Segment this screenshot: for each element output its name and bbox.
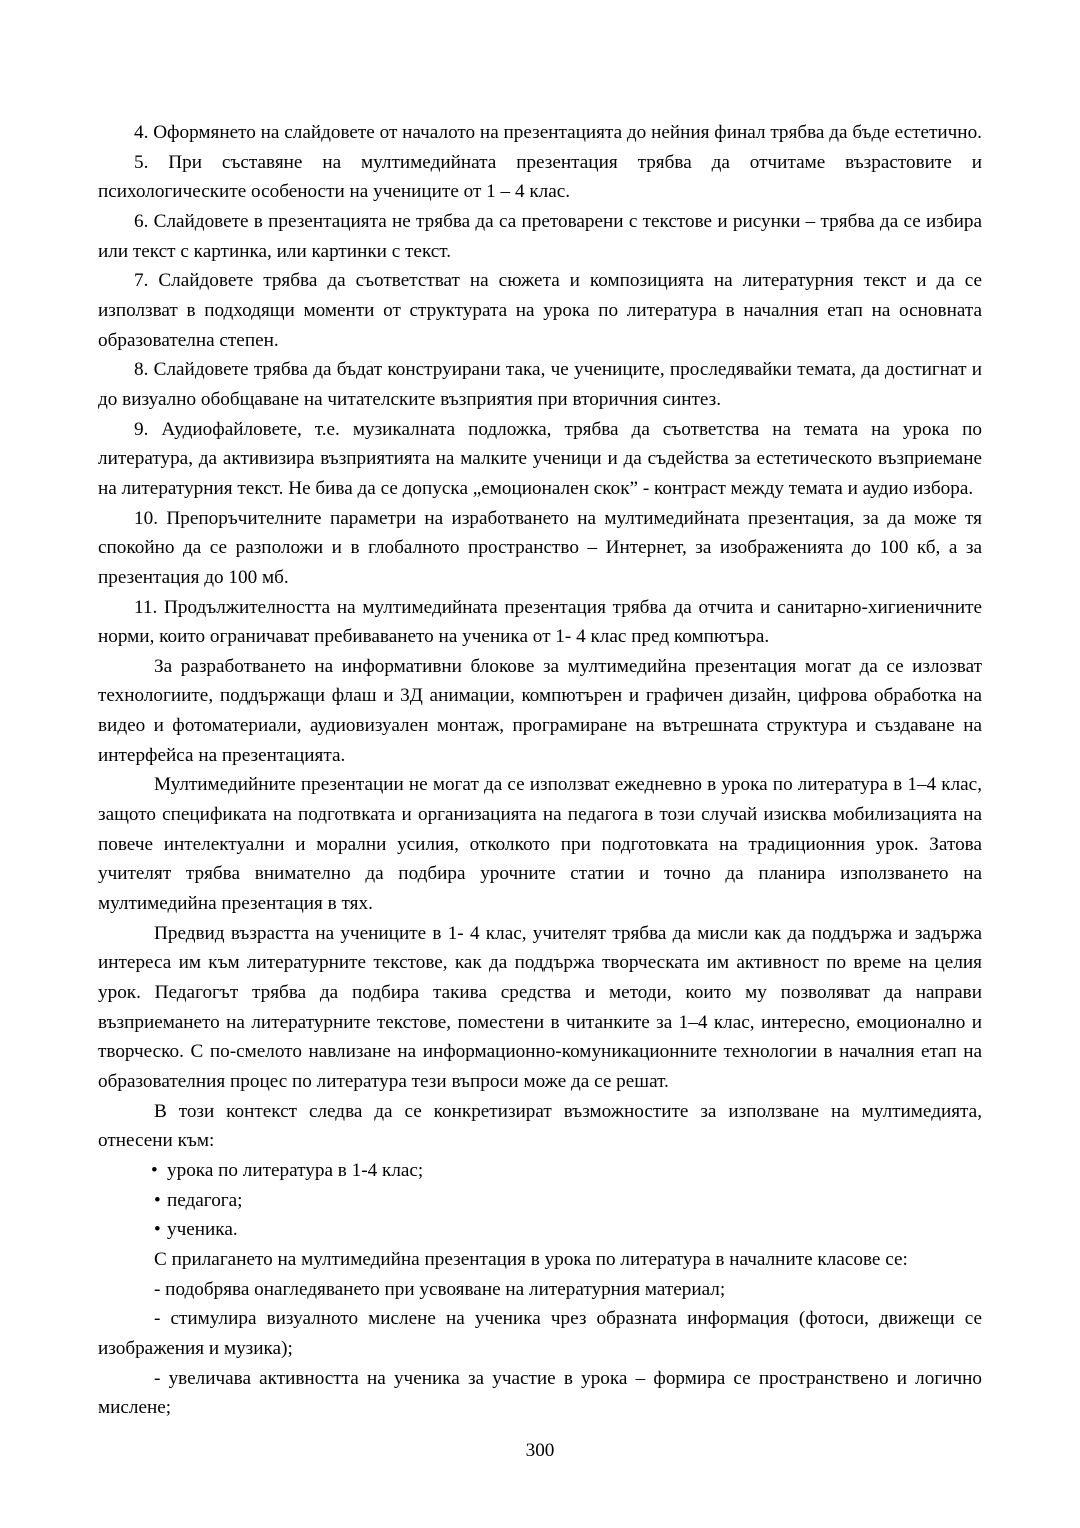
list-item-label: ученика. — [167, 1219, 238, 1241]
paragraph-item-7: 7. Слайдовете трябва да съответстват на сюжета и композицията на литературния текст и да се използват в подходящи моменти от структурата на урока по литература в началния етап на основната образователна степен. — [98, 270, 982, 351]
paragraph-item-5: 5. При съставяне на мултимедийната презентация трябва да отчитаме възрастовите и психологическите особености на учениците от 1 – 4 клас. — [98, 151, 982, 203]
paragraph-context-intro: В този контекст следва да се конкретизират възможностите за използване на мултимедията, отнесени към: — [98, 1100, 982, 1152]
list-item — [98, 1156, 982, 1186]
paragraph-development-blocks: За разработването на информативни блокове за мултимедийна презентация могат да се излозват технологиите, поддържащи флаш и 3Д анимации, компютърен и графичен дизайн, цифрова обработка на видео и фотоматериали, аудиовизуален монтаж, програмиране на вътрешната структура и създаване на интерфейса на презентацията. — [98, 655, 982, 766]
paragraph-item-11: 11. Продължителността на мултимедийната презентация трябва да отчита и санитарно-хигиеничните норми, които ограничават пребиваването на ученика от 1- 4 клас пред компютъра. — [98, 596, 982, 648]
paragraph-dash-item-1: - подобрява онагледяването при усвояване на литературния материал; — [154, 1278, 726, 1300]
bullet-icon: • — [154, 1189, 161, 1211]
paragraph-dash-item-2: - стимулира визуалното мислене на ученика чрез образната информация (фотоси, движещи се изображения и музика); — [98, 1308, 982, 1359]
paragraph-student-age: Предвид възрастта на учениците в 1- 4 клас, учителят трябва да мисли как да поддържа и задържа интереса им към литературните текстове, как да поддържа творческата им активност по време на целия урок. Педагогът трябва да подбира такива средства и методи, които му позволяват да направи възприемането на литературните текстове, поместени в читанките за 1–4 клас, интересно, емоционално и творческо. С по-смелото навлизане на информационно-комуникационните технологии в началния етап на образователния процес по литература тези въпроси може да се решат. — [98, 922, 982, 1092]
paragraph-item-4: 4. Оформянето на слайдовете от началото на презентацията до нейния финал трябва да бъде естетично. — [134, 122, 982, 143]
list-item — [98, 1215, 982, 1245]
paragraph-item-10: 10. Препоръчителните параметри на изработването на мултимедийната презентация, за да може тя спокойно да се разположи и в глобалното пространство – Интернет, за изображенията до 100 кб, а за презентация до 100 мб. — [98, 507, 982, 588]
document-body — [98, 118, 982, 1423]
page-number: 300 — [525, 1440, 555, 1461]
paragraph-dash-item-3: - увеличава активността на ученика за участие в урока – формира се пространствено и логично мислене; — [98, 1367, 982, 1419]
bullet-icon: • — [151, 1159, 158, 1181]
paragraph-item-8: 8. Слайдовете трябва да бъдат конструирани така, че учениците, проследявайки темата, да достигнат и до визуално обобщаване на читателските възприятия при вторичния синтез. — [98, 359, 982, 410]
paragraph-daily-use: Мултимедийните презентации не могат да се използват ежедневно в урока по литература в 1–4 клас, защото спецификата на подготвката и организацията на педагога в този случай изисква мобилизацията на повече интелектуални и морални усилия, отколкото при подготовката на традиционния урок. Затова учителят трябва внимателно да подбира урочните статии и точно да планира използването на мултимедийна презентация в тях. — [98, 774, 982, 915]
list-item — [98, 1186, 982, 1216]
bullet-list — [98, 1156, 982, 1245]
list-item-label: урока по литература в 1-4 клас; — [167, 1159, 424, 1181]
list-item-label: педагога; — [167, 1189, 243, 1211]
paragraph-application-intro: С прилагането на мултимедийна презентация в урока по литература в началните класове се: — [154, 1248, 908, 1270]
bullet-icon: • — [154, 1219, 161, 1241]
paragraph-item-9: 9. Аудиофайловете, т.е. музикалната подложка, трябва да съответства на темата на урока по литература, да активизира възприятията на малките ученици и да съдейства за естетическото възприемане на литературния текст. Не бива да се допуска „емоционален скок” - контраст между темата и аудио избора. — [98, 418, 982, 499]
paragraph-item-6: 6. Слайдовете в презентацията не трябва да са претоварени с текстове и рисунки – трябва да се избира или текст с картинка, или картинки с текст. — [98, 210, 982, 262]
